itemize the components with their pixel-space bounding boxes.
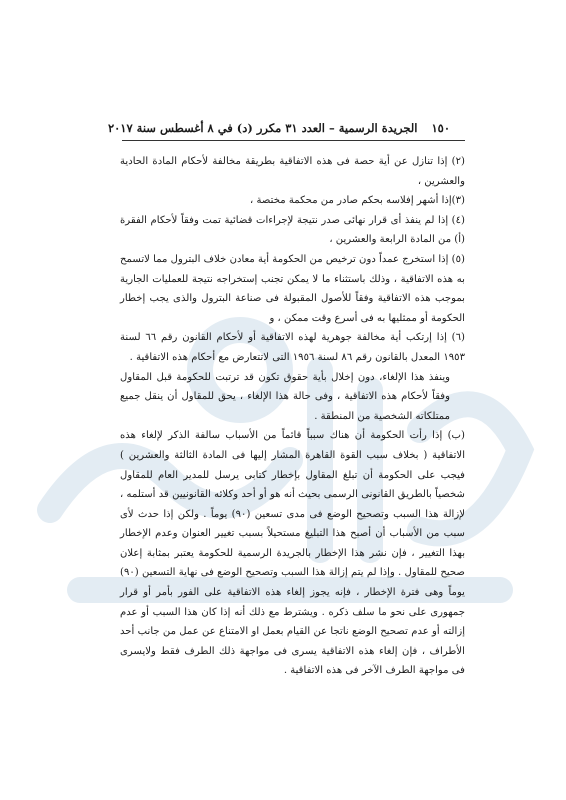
clause-6: (٦) إذا إرتكب أية مخالفة جوهرية لهذه الاتفاقية أو لأحكام القانون رقم ٦٦ لسنة ١٩٥٣ المعدل بالقانون رقم ٨٦ لسنة ١٩٥٦ التى لاتتعارض مع أحكام هذه الاتفاقية .: [120, 332, 465, 363]
clause-4: (٤) إذا لم ينفذ أى قرار نهائى صدر نتيجة لإجراءات قضائية تمت وفقاً لأحكام الفقرة (أ) من المادة الرابعة والعشرين ،: [120, 214, 465, 246]
page-header: [107, 121, 450, 139]
page-number: ١٥٠: [431, 121, 450, 135]
clause-b: (ب) إذا رأت الحكومة أن هناك سبباً قائماً من الأسباب سالفة الذكر لإلغاء هذه الاتفاقية ( بخلاف سبب القوة القاهرة المشار إليها فى المادة الثالثة والعشرين ) فيجب على الحكومة أن تبلغ المقاول بإخطار كتابى يرسل للمدير العام للمقاول شخصياً بالطريق القانونى الرسمى بحيث أنه هو أو أحد وكلائه القانونيين قد أستلمه ، لإزالة هذا السبب وتصحيح الوضع فى مدى تسعين (٩٠) يوماً . ولكن إذا حدث لأى سبب من الأسباب أن أصبح هذا التبليغ مستحيلاً بسبب تغيير العنوان وعدم الإخطار بهذا التغيير ، فإن نشر هذا الإخطار بالجريدة الرسمية للحكومة يعتبر بمثابة إعلان صحيح للمقاول . وإذا لم يتم إزالة هذا السبب وتصحيح الوضع فى نهاية التسعين (٩٠) يوماً وهى فترة الإخطار ، فإنه يجوز إلغاء هذه الاتفاقية على الفور بأمر أو قرار جمهورى على نحو ما سلف ذكره . ويشترط مع ذلك أنه إذا كان هذا السبب أو عدم إزالته أو عدم تصحيح الوضع ناتجا عن القيام بعمل او الامتناع عن عمل من جانب أحد الأطراف ، فإن إلغاء هذه الاتفاقية يسرى فى مواجهة ذلك الطرف فقط ولايسرى فى مواجهة الطرف الآخر فى هذه الاتفاقية .: [120, 430, 465, 677]
clause-2: (٢) إذا تنازل عن أية حصة فى هذه الاتفاقية بطريقة مخالفة لأحكام المادة الحادية والعشرين ،: [120, 156, 465, 187]
body-text: [120, 152, 465, 712]
termination-paragraph: وينفذ هذا الإلغاء، دون إخلال بأية حقوق تكون قد ترتبت للحكومة قبل المقاول وفقاً لأحكام هذه الاتفاقية ، وفى حالة هذا الإلغاء ، يحق للمقاول أن ينقل جميع ممتلكاته الشخصية من المنطقة .: [120, 371, 450, 422]
clause-3: (٣)إذا أشهر إفلاسه بحكم صادر من محكمة مختصة ،: [250, 195, 465, 207]
gazette-title: الجريدة الرسمية – العدد ٣١ مكرر (د) في ٨ أغسطس سنة ٢٠١٧: [107, 121, 418, 135]
clause-5: (٥) إذا استخرج عمداً دون ترخيص من الحكومة أية معادن خلاف البترول مما لاتسمح به هذه الاتفاقية ، وذلك باستثناء ما لا يمكن تجنب إستخراجه نتيجة للعمليات الجارية بموجب هذه الاتفاقية وفقاً للأصول المقبولة فى صناعة البترول والذى يجب إخطار الحكومة أو ممثليها به فى أسرع وقت ممكن ، و: [120, 253, 465, 324]
header-divider: [122, 140, 465, 141]
